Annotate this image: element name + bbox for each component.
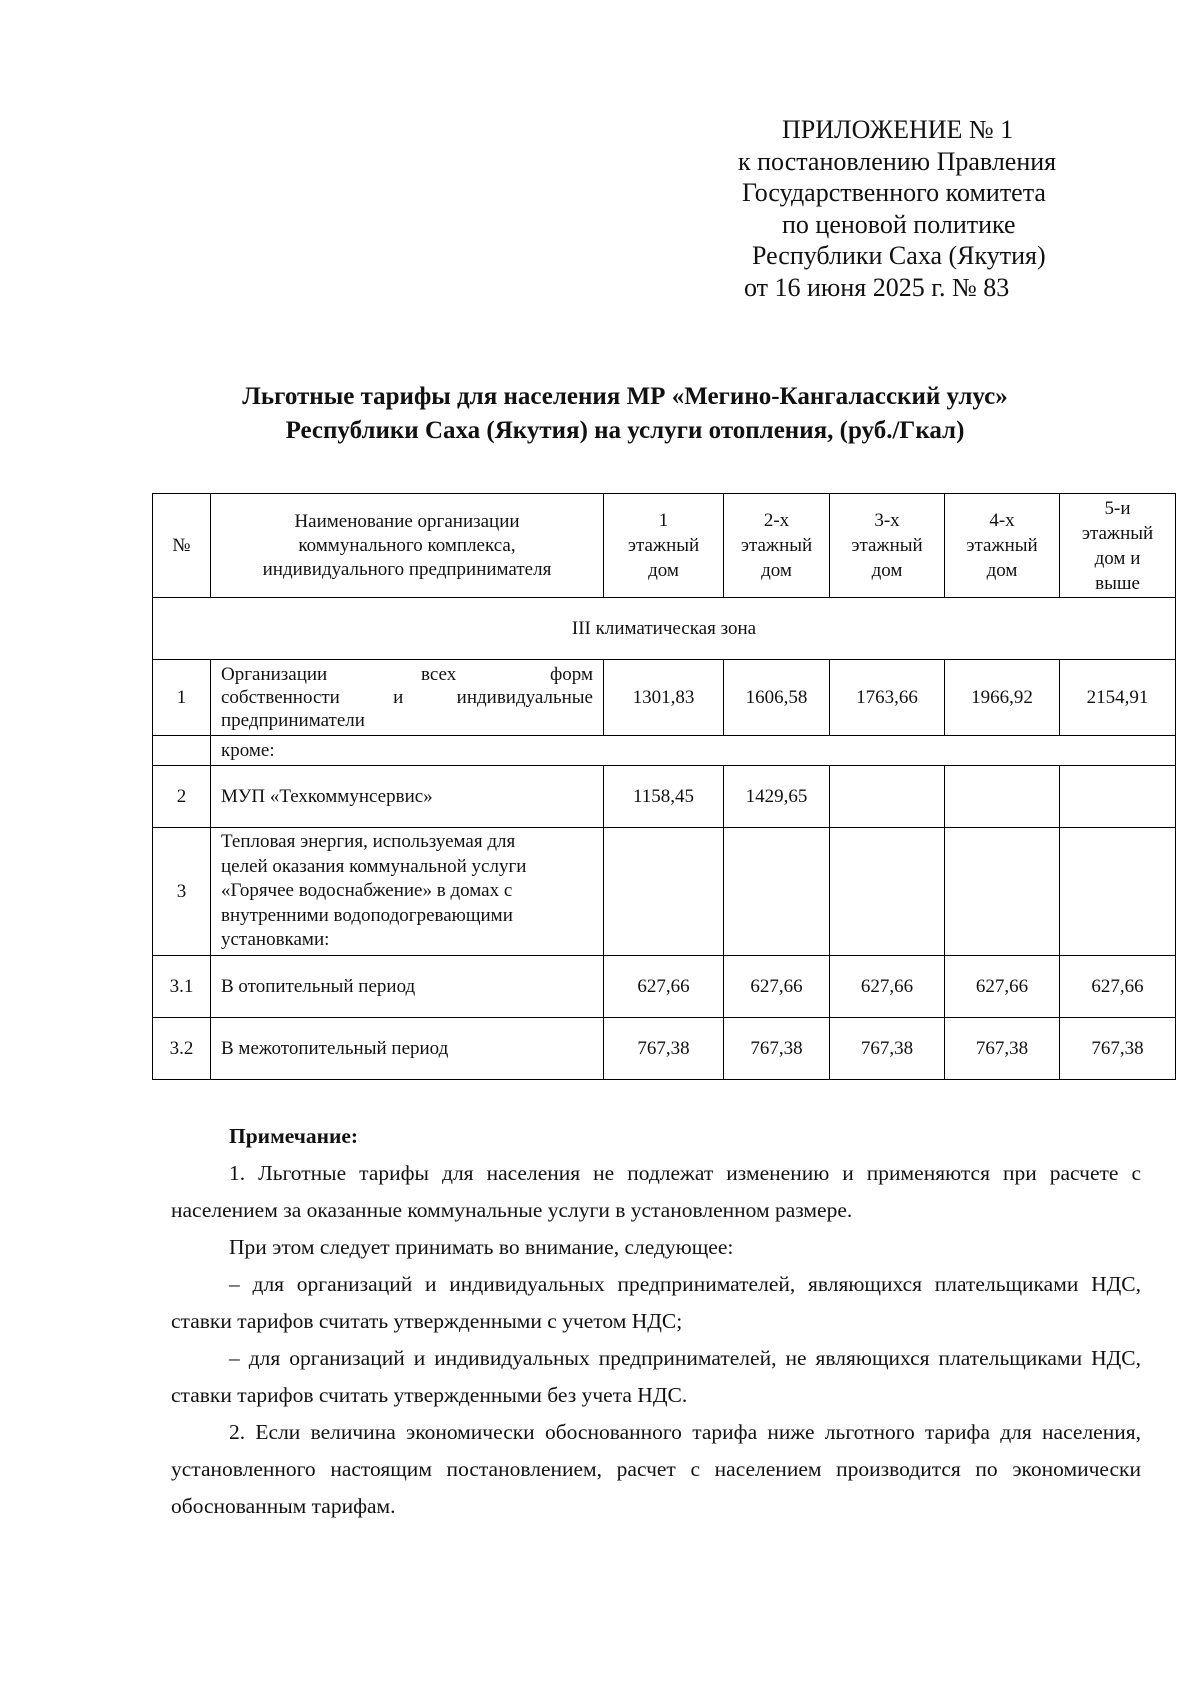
- appendix-line: Республики Саха (Якутия): [752, 241, 1046, 270]
- table-row: [153, 956, 1176, 1018]
- value-cell: 1429,65: [724, 766, 830, 828]
- note-paragraph: 1. Льготные тарифы для населения не подлежат изменению и применяются при расчете с населением за оказанные коммунальные услуги в установленном размере.: [171, 1161, 1141, 1222]
- row-number: 1: [153, 660, 211, 736]
- climate-zone-label: III климатическая зона: [153, 598, 1176, 660]
- value-cell: 1763,66: [830, 660, 945, 736]
- header-number: №: [153, 494, 211, 598]
- appendix-block: [700, 114, 1120, 303]
- row-number: 3.1: [153, 956, 211, 1018]
- appendix-line: Государственного комитета: [742, 178, 1046, 207]
- title-line-1: Льготные тарифы для населения МР «Мегино-Кангаласский улус»: [242, 383, 1008, 410]
- empty-cell: [153, 736, 211, 766]
- row-number: 3.2: [153, 1018, 211, 1080]
- appendix-line: по ценовой политике: [782, 209, 1016, 239]
- row-organization-name: В отопительный период: [211, 956, 604, 1018]
- empty-cell: [945, 828, 1060, 956]
- header-organization-name: Наименование организации коммунального комплекса, индивидуального предпринимателя: [211, 494, 604, 598]
- empty-cell: [1060, 828, 1176, 956]
- note-paragraph: – для организаций и индивидуальных предпринимателей, являющихся плательщиками НДС, ставки тарифов считать утвержденными с учетом НДС;: [171, 1272, 1141, 1333]
- except-row: [153, 736, 1176, 766]
- value-cell: 1966,92: [945, 660, 1060, 736]
- header-2-floor: 2-х этажный дом: [724, 494, 830, 598]
- except-label: кроме:: [211, 736, 1176, 766]
- row-number: 2: [153, 766, 211, 828]
- value-cell: 627,66: [1060, 956, 1176, 1018]
- note-paragraph: При этом следует принимать во внимание, следующее:: [229, 1235, 734, 1259]
- value-cell: 767,38: [945, 1018, 1060, 1080]
- value-cell: 627,66: [945, 956, 1060, 1018]
- appendix-date: от 16 июня 2025 г. № 83: [744, 272, 1010, 302]
- value-cell: 767,38: [724, 1018, 830, 1080]
- zone-row: [153, 598, 1176, 660]
- value-cell: 767,38: [830, 1018, 945, 1080]
- notes-heading: Примечание:: [229, 1124, 359, 1148]
- value-cell: 1158,45: [604, 766, 724, 828]
- empty-cell: [724, 828, 830, 956]
- value-cell: 767,38: [1060, 1018, 1176, 1080]
- note-paragraph: 2. Если величина экономически обоснованного тарифа ниже льготного тарифа для населения, установленного настоящим постановлением, расчет с населением производится по экономически обоснованным тарифам.: [171, 1420, 1141, 1518]
- row-organization-name: МУП «Техкоммунсервис»: [211, 766, 604, 828]
- table-header-row: [153, 494, 1176, 598]
- empty-cell: [604, 828, 724, 956]
- header-5-floor: 5-и этажный дом и выше: [1060, 494, 1176, 598]
- value-cell: [1060, 766, 1176, 828]
- table-row: [153, 828, 1176, 956]
- notes-section: [171, 1118, 1141, 1525]
- table-row: [153, 660, 1176, 736]
- value-cell: 1301,83: [604, 660, 724, 736]
- note-paragraph: – для организаций и индивидуальных предпринимателей, не являющихся плательщиками НДС, ставки тарифов считать утвержденными без учета НДС.: [171, 1346, 1141, 1407]
- value-cell: 1606,58: [724, 660, 830, 736]
- appendix-number: ПРИЛОЖЕНИЕ № 1: [782, 115, 1014, 144]
- empty-cell: [830, 828, 945, 956]
- value-cell: 2154,91: [1060, 660, 1176, 736]
- header-1-floor: 1 этажный дом: [604, 494, 724, 598]
- row-number: 3: [153, 828, 211, 956]
- title-line-2: Республики Саха (Якутия) на услуги отопления, (руб./Гкал): [285, 417, 965, 444]
- value-cell: 627,66: [604, 956, 724, 1018]
- header-3-floor: 3-х этажный дом: [830, 494, 945, 598]
- value-cell: [830, 766, 945, 828]
- value-cell: 627,66: [830, 956, 945, 1018]
- row-organization-name: Тепловая энергия, используемая для целей оказания коммунальной услуги «Горячее водоснабжение» в домах с внутренними водоподогревающими установками:: [211, 828, 604, 956]
- value-cell: [945, 766, 1060, 828]
- appendix-line: к постановлению Правления: [738, 146, 1057, 176]
- tariff-table: [152, 493, 1176, 1080]
- header-4-floor: 4-х этажный дом: [945, 494, 1060, 598]
- table-row: [153, 1018, 1176, 1080]
- value-cell: 767,38: [604, 1018, 724, 1080]
- row-organization-name: В межотопительный период: [211, 1018, 604, 1080]
- row-organization-name: Организации всех форм собственности и индивидуальные предприниматели: [211, 660, 604, 736]
- table-row: [153, 766, 1176, 828]
- value-cell: 627,66: [724, 956, 830, 1018]
- document-title: [150, 380, 1100, 448]
